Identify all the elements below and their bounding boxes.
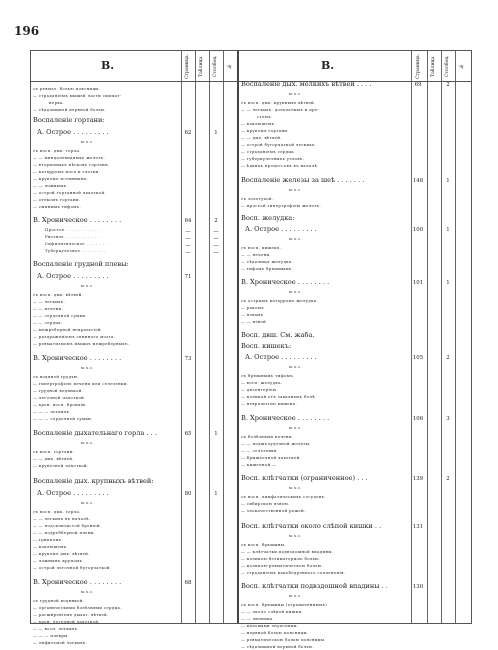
mos-note: м. о. с. [81, 501, 94, 505]
mos-note: м. о. с. [289, 486, 302, 490]
divider-right-col2 [427, 51, 428, 623]
index-subentry: — коликою-безиматериою болью. [241, 556, 321, 561]
index-heading: А. Острое . . . . . . . . . [245, 225, 317, 233]
page-ref: 65 [184, 431, 192, 437]
index-heading: В. Хроническое . . . . . . . . [241, 278, 330, 286]
index-subentry: — острой бугорчаткой легкихъ. [241, 142, 317, 147]
index-subentry: — — легкихъ въ началѣ. [33, 516, 91, 521]
index-heading: А. Острое . . . . . . . . . [37, 128, 109, 136]
index-subentry: съ восп. кишекъ. [241, 245, 282, 250]
index-subentry: — гриппомъ. [33, 537, 64, 542]
index-subentry: — расширеніемъ дыхат. вѣтвей. [33, 612, 109, 617]
index-heading: Воспаленіе дыхательнаго горла . . . [33, 429, 157, 437]
column-ref: 2 [446, 355, 450, 361]
index-subentry: — восп. желудка. [241, 380, 283, 385]
mos-note: м. о. с. [81, 140, 94, 144]
index-subentry: — злокачественной рожей. [241, 508, 306, 513]
index-subentry: — отекомъ гортани. [33, 197, 81, 202]
index-subentry: — хрон. легочной чахоткой. [33, 619, 100, 624]
index-subentry: — — селезенки [241, 448, 277, 453]
divider-left-col4 [223, 51, 224, 623]
column-ref: — [213, 236, 219, 242]
index-subentry: — нервной болью поясницы. [241, 630, 309, 635]
index-heading: Восп. желудка: [241, 214, 295, 222]
divider-left-col2 [195, 51, 196, 623]
header-table-left: Таблица. [199, 55, 204, 77]
column-ref: 2 [214, 218, 218, 224]
index-subentry: — — поджелудочной железы. [241, 441, 311, 446]
index-subentry: — ревматическою болью поясницы. [241, 637, 326, 642]
index-subentry: съ восп. брюшины. [241, 542, 286, 547]
index-heading: В. Хроническое . . . . . . . . [33, 578, 122, 586]
index-subentry: — эмфиземой легкихъ. [33, 640, 88, 645]
index-subentry: — язвамъ [241, 312, 264, 317]
index-subentry: — раздраженіемъ спинного мозга. [33, 334, 116, 339]
page-ref: 105 [412, 355, 424, 361]
page-ref: 131 [412, 524, 424, 530]
index-subentry: — ревматизмомъ мышцъ межреберныхъ. [33, 341, 130, 346]
index-subentry: съ восп. дых. вѣтвей. [33, 292, 84, 297]
page-ref: 106 [412, 416, 424, 422]
header-table-right: Таблица. [431, 55, 436, 77]
index-subentry: — крупомъ гортани. [241, 128, 289, 133]
index-subentry: съ восп. гортани. [33, 449, 75, 454]
column-ref: 1 [446, 178, 450, 184]
page-ref: 73 [184, 356, 192, 362]
index-subentry: — — восп. легкихъ. [33, 626, 80, 631]
column-ref: — [213, 250, 219, 256]
page-ref: — [185, 229, 191, 235]
index-heading: Восп. клѣтчатки (ограниченное) . . . [241, 474, 368, 482]
column-ref: 2 [446, 82, 450, 88]
index-heading: Воспаленіе дых. крупныхъ вѣтвей: [33, 477, 154, 485]
index-subentry: — туберкулезныхъ узловъ. [241, 156, 305, 161]
index-subentry: — органическими болѣзнями сердца. [33, 605, 122, 610]
page-ref: 146 [412, 178, 424, 184]
header-letter-right: В. [321, 59, 335, 72]
index-subentry: съ болѣзнями печени. [241, 434, 294, 439]
index-subentry: Сифилитическое . . . . . . . [45, 241, 108, 246]
index-heading: А. Острое . . . . . . . . . [245, 353, 317, 361]
column-ref: 2 [446, 476, 450, 482]
index-subentry: — крупозной чахоткой. [33, 463, 89, 468]
mos-note: м. о. с. [289, 290, 302, 294]
index-subentry: стомъ. [257, 114, 273, 119]
divider-right-col4 [455, 51, 456, 623]
index-subentry: — — дых. вѣтвей. [241, 135, 282, 140]
column-ref: 1 [446, 280, 450, 286]
page-ref: 100 [412, 227, 424, 233]
page-ref: 69 [414, 82, 422, 88]
index-subentry: — страданіемъ сердца. [241, 149, 296, 154]
index-subentry: — катарромъ носа и глотки. [33, 169, 101, 174]
column-ref: — [213, 229, 219, 235]
divider-left-col3 [209, 51, 210, 623]
page-ref: 68 [184, 580, 192, 586]
index-heading: В. Хроническое . . . . . . . . [33, 216, 122, 224]
index-subentry: съ восп. брюшины (ограниченнымъ) [241, 602, 328, 607]
index-subentry: — дизентеріею. [241, 387, 279, 392]
page-ref: — [185, 243, 191, 249]
index-subentry: съ ревмат. болью поясницы. [33, 86, 101, 91]
mos-note: м. о. с. [289, 594, 302, 598]
mos-note: м. о. с. [81, 441, 94, 445]
index-heading: Воспаленіе железы за шеѣ . . . . . . . [241, 176, 365, 184]
index-subentry: нерва. [49, 100, 65, 105]
index-subentry: — грудной водянкой. [33, 388, 84, 393]
index-subentry: — страданіемъ мышей части симпат- [33, 93, 122, 98]
page-ref: 139 [412, 476, 424, 482]
index-subentry: — легочной чахоткой. [33, 395, 86, 400]
page-ref: 71 [184, 274, 192, 280]
index-subentry: — — — сердечной сумки. [33, 416, 93, 421]
divider-left-col1 [181, 51, 182, 623]
mos-note: м. о. с. [289, 534, 302, 538]
header-column-left: Столбец. [213, 55, 218, 77]
divider-right-col3 [441, 51, 442, 623]
header-page-right: Страница. [416, 53, 421, 79]
index-subentry: — коклюшемъ. [241, 121, 276, 126]
index-subentry: — ѣдкихъ процессовъ въ началѣ. [241, 163, 319, 168]
column-ref: 1 [446, 227, 450, 233]
page-number: 196 [14, 24, 40, 38]
index-subentry: — сѣдалищной нервной болью. [33, 107, 107, 112]
index-subentry: съ острымъ катарромъ желудка. [241, 298, 319, 303]
header-column-right: Столбец. [445, 55, 450, 77]
mos-note: м. о. с. [289, 237, 302, 241]
index-subentry: — сыпнымъ тифомъ. [33, 204, 82, 209]
index-subentry: — — печени. [241, 252, 272, 257]
index-subentry: съ восп. лимфатическихъ сосудовъ. [241, 494, 326, 499]
index-subentry: — — клѣтчатки подвздошной впадины. [241, 549, 334, 554]
index-subentry: — кишечной — [241, 462, 277, 467]
index-subentry: — ложнымъ крупомъ. [33, 558, 84, 563]
mos-note: м. о. с. [289, 426, 302, 430]
index-subentry: — хрон. восп. бронхій. [33, 402, 87, 407]
index-subentry: — ракомъ [241, 305, 264, 310]
index-subentry: — — легкихъ, дольчатымъ и пре- [241, 107, 320, 112]
index-subentry: — — сердца. [33, 320, 63, 325]
index-heading: Восп. двш. См. жаба. [241, 331, 315, 339]
page-ref: 64 [184, 218, 192, 224]
header-number-right: № [459, 63, 464, 69]
index-subentry: — — легкихъ. [33, 299, 66, 304]
index-heading: Воспаленіе дых. мелкихъ вѣтвей . . . . [241, 80, 372, 88]
page-ref: 101 [412, 280, 424, 286]
index-table [30, 50, 472, 649]
index-subentry: Простое . . . . . . . . . . . [45, 227, 100, 232]
index-subentry: — страданіемъ какобедренного сочлененія. [241, 570, 346, 575]
index-subentry: — — — легкихъ. [33, 409, 71, 414]
index-heading: В. Хроническое . . . . . . . . [241, 414, 330, 422]
index-heading: В. Хроническое . . . . . . . . [33, 354, 122, 362]
column-ref: 1 [214, 130, 218, 136]
divider-right-col1 [411, 51, 412, 623]
index-subentry: — — личника. [241, 616, 275, 621]
page-ref: 130 [412, 584, 424, 590]
index-subentry: — вторичныхъ пѣсковъ гортани. [33, 162, 110, 167]
index-heading: Воспаленіе грудной плевы: [33, 260, 129, 268]
index-subentry: — каловыми опухолями. [241, 623, 299, 628]
index-subentry: — коликой отъ завалныхъ болѣ. [241, 394, 317, 399]
index-subentry: съ восп. дых. крупныхъ вѣтвей. [241, 100, 316, 105]
index-subentry: — брыжеечной чахоткой. [241, 455, 302, 460]
index-subentry: — — около слѣпой кишки. [241, 609, 303, 614]
index-subentry: съ грудной водянкой. [33, 598, 85, 603]
page-ref: — [185, 236, 191, 242]
index-subentry: съ брюшнымъ тифомъ. [241, 373, 295, 378]
index-subentry: — простой гипертрофіею железъ. [241, 203, 322, 208]
column-ref: 1 [214, 431, 218, 437]
page-ref: 62 [184, 130, 192, 136]
page-ref: — [185, 250, 191, 256]
index-subentry: — — печени. [33, 306, 64, 311]
index-subentry: — острой легочной бугорчаткой. [33, 565, 112, 570]
index-subentry: съ водяной грудью. [33, 374, 80, 379]
index-subentry: — — — плевры. [33, 633, 70, 638]
index-subentry: — крупомъ истиннымъ. [33, 176, 89, 181]
index-subentry: — сѣдалищъ желудка. [241, 259, 294, 264]
index-subentry: — тифомъ брюшнымъ. [241, 266, 294, 271]
index-subentry: — межреберной невральгіей. [33, 327, 103, 332]
index-subentry: — гипертрофіею печени или селезенки. [33, 381, 129, 386]
index-heading: Воспаленіе гортани: [33, 116, 105, 124]
index-subentry: Рвотное . . . . . . . . . . . [45, 234, 100, 239]
index-subentry: Туберкулезное . . . . . . . . [45, 248, 107, 253]
header-number-left: № [227, 63, 232, 69]
index-subentry: — крупомъ дых. вѣтвей. [33, 551, 90, 556]
index-subentry: — — миндалевидныхъ железъ. [33, 155, 106, 160]
index-subentry: — — подсклизистой бронхій. [33, 523, 102, 528]
mos-note: м. о. с. [81, 590, 94, 594]
column-ref: — [213, 243, 219, 249]
mos-note: м. о. с. [81, 366, 94, 370]
index-subentry: съ золотухой. [241, 196, 274, 201]
index-heading: Восп. клѣтчатки подвздошной впадины . . [241, 582, 388, 590]
index-subentry: — коклюшемъ. [33, 544, 68, 549]
index-subentry: — — ложнымъ. [33, 183, 69, 188]
index-subentry: — — сердечной сумки. [33, 313, 87, 318]
index-subentry: — невральгіею кишекъ. [241, 401, 298, 406]
index-subentry: съ восп. дых. горла. [33, 148, 81, 153]
index-subentry: — острой гортанной чахоткой. [33, 190, 107, 195]
index-heading: Восп. клѣтчатки около слѣпой кишки . . [241, 522, 382, 530]
mos-note: м. о. с. [289, 188, 302, 192]
mos-note: м. о. с. [81, 284, 94, 288]
header-letter-left: В. [101, 59, 115, 72]
index-heading: А. Острое . . . . . . . . . [37, 272, 109, 280]
index-heading: А. Острое . . . . . . . . . [37, 489, 109, 497]
divider-center [237, 51, 239, 623]
mos-note: м. о. с. [289, 92, 302, 96]
index-subentry: — — дых. вѣтвей. [33, 456, 74, 461]
mos-note: м. о. с. [289, 365, 302, 369]
index-subentry: — сибирскою язвою. [241, 501, 290, 506]
index-heading: Восп. кишекъ: [241, 342, 292, 350]
index-subentry: — сѣдалищной нервной болью. [241, 644, 315, 649]
column-ref: 1 [214, 491, 218, 497]
page-ref: 80 [184, 491, 192, 497]
index-subentry: — — подребберной плевы. [33, 530, 96, 535]
index-subentry: — коликою-ревматическою болью. [241, 563, 324, 568]
index-subentry: съ восп. дых. горла. [33, 509, 81, 514]
column-ref: 3 [446, 416, 450, 422]
index-subentry: — — язвой [241, 319, 267, 324]
header-page-left: Страница. [185, 53, 190, 79]
